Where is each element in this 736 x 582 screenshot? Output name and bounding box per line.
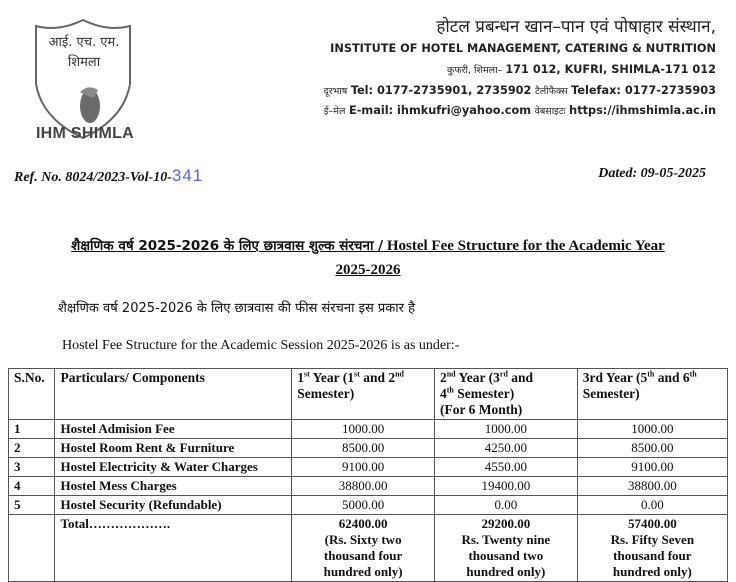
cell-year2: 19400.00 xyxy=(434,477,577,496)
title-english: Hostel Fee Structure for the Academic Year xyxy=(386,238,665,254)
table-header-row xyxy=(9,369,728,420)
cell-sno: 4 xyxy=(9,477,55,496)
tel-hindi-label: दूरभाष xyxy=(323,86,348,97)
cell-year3: 0.00 xyxy=(577,496,727,515)
total-year3: 57400.00 Rs. Fifty Seven thousand four hundred only) xyxy=(577,515,727,582)
cell-year3: 9100.00 xyxy=(577,458,727,477)
cell-year1: 8500.00 xyxy=(292,439,435,458)
logo-hindi-line-1: आई. एच. एम. xyxy=(48,35,120,50)
header-particulars: Particulars/ Components xyxy=(55,369,292,420)
institute-phone xyxy=(324,84,716,97)
cell-sno: 2 xyxy=(9,439,55,458)
cell-year2: 4550.00 xyxy=(434,458,577,477)
cell-particular: Hostel Admision Fee xyxy=(55,420,292,439)
address-hindi: कुफरी, शिमला– xyxy=(447,65,506,76)
institute-address: कुफरी, शिमला– 171 012, KUFRI, SHIMLA-171 012 xyxy=(447,63,716,76)
table-row xyxy=(9,477,728,496)
cell-particular: Hostel Mess Charges xyxy=(55,477,292,496)
title-hindi: शैक्षणिक वर्ष 2025-2026 के लिए छात्रवास शुल्क संरचना / xyxy=(71,238,384,254)
telefax-hindi-label: टैलीफैक्स xyxy=(535,86,568,97)
cell-year1: 9100.00 xyxy=(292,458,435,477)
cell-year2: 1000.00 xyxy=(434,420,577,439)
cell-year3: 38800.00 xyxy=(577,477,727,496)
header-year1: 1st Year (1st and 2nd Semester) xyxy=(292,369,435,420)
title-year: 2025-2026 xyxy=(335,262,401,278)
header-year2: 2nd Year (3rd and 4th Semester) (For 6 Month) xyxy=(434,369,577,420)
table-total-row xyxy=(9,515,728,582)
institute-contact-web xyxy=(324,104,716,117)
total-label: Total………………. xyxy=(55,515,292,582)
document-title xyxy=(20,236,716,255)
cell-sno: 3 xyxy=(9,458,55,477)
header-year3: 3rd Year (5th and 6th Semester) xyxy=(577,369,727,420)
table-row xyxy=(9,496,728,515)
institute-name-hindi: होटल प्रबन्धन खान–पान एवं पोषाहार संस्थान, xyxy=(436,17,716,37)
cell-year2: 0.00 xyxy=(434,496,577,515)
cell-year1: 38800.00 xyxy=(292,477,435,496)
cell-year3: 8500.00 xyxy=(577,439,727,458)
website-hindi-label: वेबसाइटः xyxy=(534,106,566,117)
email-hindi-label: ई–मेल xyxy=(323,106,346,117)
cell-sno: 5 xyxy=(9,496,55,515)
cell-year2: 4250.00 xyxy=(434,439,577,458)
hostel-fee-table xyxy=(8,368,728,582)
document-date: Dated: 09-05-2025 xyxy=(598,166,706,181)
cell-year1: 5000.00 xyxy=(292,496,435,515)
address-pin-hindi: 171 012 xyxy=(505,63,557,76)
cell-year1: 1000.00 xyxy=(292,420,435,439)
telefax-number: Telefax: 0177-2735903 xyxy=(571,84,716,97)
cell-particular: Hostel Room Rent & Furniture xyxy=(55,439,292,458)
institute-name-english: INSTITUTE OF HOTEL MANAGEMENT, CATERING & NUTRITION xyxy=(330,42,716,55)
header-sno: S.No. xyxy=(9,369,55,420)
ref-prefix: Ref. No. 8024/2023-Vol-10- xyxy=(14,170,172,185)
table-row xyxy=(9,420,728,439)
total-year1: 62400.00 (Rs. Sixty two thousand four hundred only) xyxy=(292,515,435,582)
address-english: KUFRI, SHIMLA-171 012 xyxy=(564,63,716,76)
logo-name: IHM SHIMLA xyxy=(35,125,135,142)
intro-english: Hostel Fee Structure for the Academic Session 2025-2026 is as under:- xyxy=(62,338,460,353)
cell-sno-empty xyxy=(9,515,55,582)
ref-handwritten-number: 341 xyxy=(171,166,204,185)
table-row xyxy=(9,458,728,477)
cell-sno: 1 xyxy=(9,420,55,439)
cell-year3: 1000.00 xyxy=(577,420,727,439)
cell-particular: Hostel Security (Refundable) xyxy=(55,496,292,515)
tel-numbers: Tel: 0177-2735901, 2735902 xyxy=(350,84,532,97)
website-link[interactable]: https://ihmshimla.ac.in xyxy=(569,104,716,117)
cell-particular: Hostel Electricity & Water Charges xyxy=(55,458,292,477)
intro-hindi: शैक्षणिक वर्ष 2025-2026 के लिए छात्रवास की फीस संरचना इस प्रकार है xyxy=(58,301,415,316)
email-address[interactable]: E-mail: ihmkufri@yahoo.com xyxy=(349,104,531,117)
total-year2: 29200.00 Rs. Twenty nine thousand two hundred only) xyxy=(434,515,577,582)
table-row xyxy=(9,439,728,458)
logo-hindi-line-2: शिमला xyxy=(67,55,101,70)
reference-number xyxy=(14,166,203,186)
